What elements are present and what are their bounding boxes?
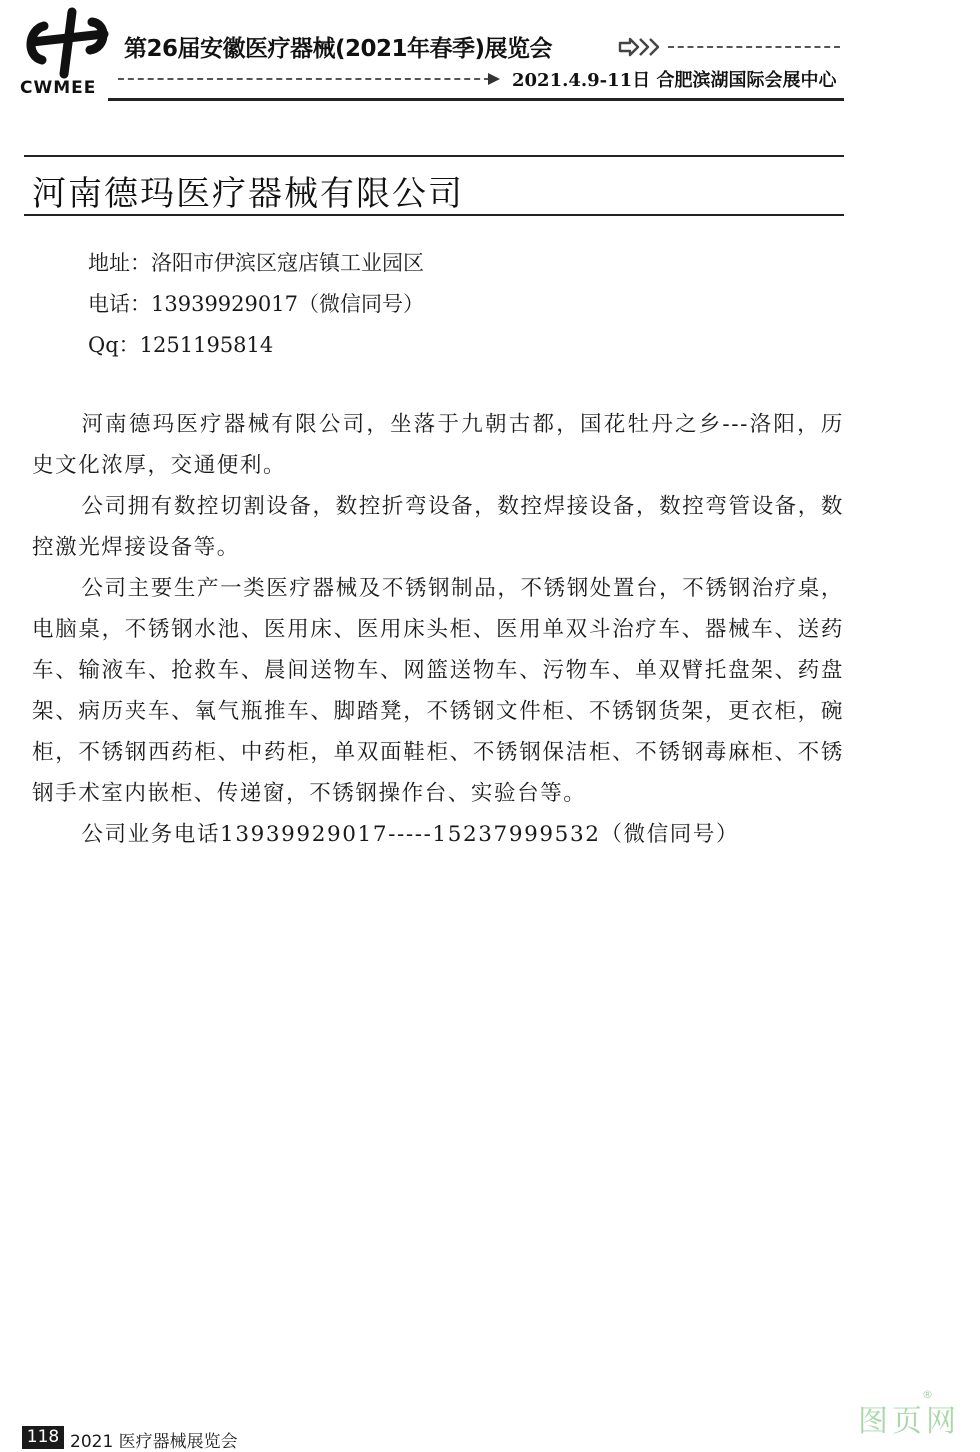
logo-text: CWMEE — [20, 78, 97, 98]
exhibition-title: 第26届安徽医疗器械(2021年春季)展览会 — [124, 36, 553, 62]
arrow-head-icon — [487, 72, 501, 86]
paragraph-business-phone: 公司业务电话13939929017-----15237999532（微信同号） — [81, 822, 740, 847]
paragraph-equipment: 公司拥有数控切割设备，数控折弯设备，数控焊接设备，数控弯管设备，数控激光焊接设备等。 — [32, 494, 844, 560]
contact-address: 地址：洛阳市伊滨区寇店镇工业园区 — [88, 251, 424, 275]
watermark: 图页网 — [858, 1404, 960, 1439]
title-rule-top — [24, 155, 844, 157]
header-rule — [108, 98, 844, 101]
company-description — [32, 404, 844, 855]
header-dashed-line-top — [668, 46, 840, 48]
title-rule-bottom — [24, 214, 844, 216]
page-number: 118 — [22, 1426, 64, 1449]
header-dashed-line-bottom — [118, 78, 490, 80]
company-name: 河南德玛医疗器械有限公司 — [32, 174, 464, 214]
paragraph-intro: 河南德玛医疗器械有限公司，坐落于九朝古都，国花牡丹之乡---洛阳，历史文化浓厚，交通便利。 — [32, 412, 844, 478]
double-chevron-icon — [618, 36, 662, 58]
contact-qq: Qq：1251195814 — [88, 333, 274, 357]
registered-mark-icon: ® — [922, 1388, 933, 1401]
contact-phone: 电话：13939929017（微信同号） — [88, 292, 424, 316]
exhibition-date-venue: 2021.4.9-11日 合肥滨湖国际会展中心 — [512, 70, 837, 91]
footer-text: 2021 医疗器械展览会 — [70, 1432, 238, 1452]
paragraph-products: 公司主要生产一类医疗器械及不锈钢制品，不锈钢处置台，不锈钢治疗桌，电脑桌，不锈钢水池、医用床、医用床头柜、医用单双斗治疗车、器械车、送药车、输液车、抢救车、晨间送物车、网篮送物车、污物车、单双臂托盘架、药盘架、病历夹车、氧气瓶推车、脚踏凳，不锈钢文件柜、不锈钢货架，更衣柜，碗柜，不锈钢西药柜、中药柜，单双面鞋柜、不锈钢保洁柜、不锈钢毒麻柜、不锈钢手术室内嵌柜、传递窗，不锈钢操作台、实验台等。 — [32, 576, 844, 806]
